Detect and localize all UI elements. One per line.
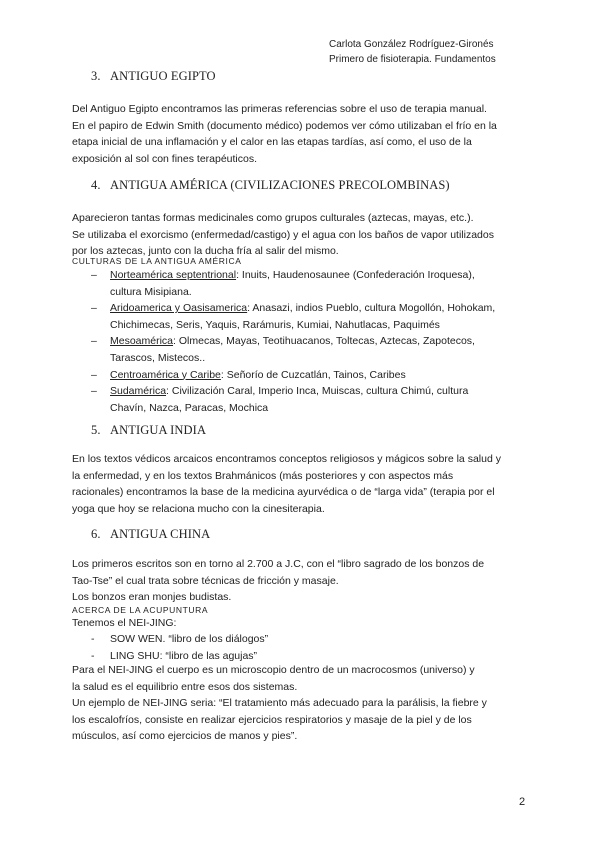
paragraph-line: etapa inicial de una inflamación y el calor en las etapas tardías, así como, el uso de la <box>72 136 472 149</box>
paragraph-line: Del Antiguo Egipto encontramos las primeras referencias sobre el uso de terapia manual. <box>72 103 487 115</box>
paragraph-line: músculos, así como ejercicios de manos y pies”. <box>72 730 298 743</box>
paragraph-line: Se utilizaba el exorcismo (enfermedad/castigo) y el agua con los baños de vapor utilizados <box>72 228 494 241</box>
list-item <box>91 300 495 333</box>
section-heading-4 <box>91 178 450 193</box>
list-item-term: Aridoamerica y Oasisamerica <box>110 302 248 315</box>
section-title: ANTIGUA AMÉRICA (CIVILIZACIONES PRECOLOMBINAS) <box>110 178 450 192</box>
paragraph-line: exposición al sol con fines terapéuticos. <box>72 152 258 165</box>
section-number: 3. <box>91 69 101 83</box>
paragraph-line: Los primeros escritos son en torno al 2.700 a J.C, con el “libro sagrado de los bonzos de <box>72 558 485 570</box>
dash-bullet-icon: – <box>91 269 97 281</box>
list-item-continuation: Chavín, Nazca, Paracas, Mochica <box>110 401 269 414</box>
list-item <box>91 333 495 366</box>
subheading-culturas: CULTURAS DE LA ANTIGUA AMÉRICA <box>72 256 242 266</box>
paragraph-line: En los textos védicos arcaicos encontramos conceptos religiosos y mágicos sobre la salud y <box>72 453 501 465</box>
paragraph-line: Aparecieron tantas formas medicinales como grupos culturales (aztecas, mayas, etc.). <box>72 212 474 224</box>
list-item <box>91 383 495 416</box>
section-number: 5. <box>91 423 101 437</box>
dash-bullet-icon: – <box>91 385 97 398</box>
subheading-acupuntura: ACERCA DE LA ACUPUNTURA <box>72 605 209 615</box>
list-item-term: Sudamérica <box>110 385 167 398</box>
dash-bullet-icon: - <box>91 633 95 645</box>
list-item <box>91 367 495 384</box>
paragraph-line: Para el NEI-JING el cuerpo es un microscopio dentro de un macrocosmos (universo) y <box>72 664 475 676</box>
section-title: ANTIGUA INDIA <box>110 423 207 437</box>
dash-bullet-icon: - <box>91 649 95 662</box>
section-body-6 <box>72 556 532 606</box>
paragraph-line: racionales) encontramos la base de la medicina ayurvédica o de “larga vida” (terapia por el <box>72 486 495 499</box>
dash-bullet-icon: – <box>91 302 97 315</box>
section-heading-5 <box>91 423 206 438</box>
section-body-5 <box>72 451 532 517</box>
section-number: 6. <box>91 527 101 541</box>
list-item-continuation: Chichimecas, Seris, Yaquis, Rarámuris, Kumiai, Nahutlacas, Paquimés <box>110 318 440 331</box>
list-item-text: : Olmecas, Mayas, Teotihuacanos, Toltecas, Aztecas, Zapotecos, <box>173 335 475 348</box>
list-item-text: LING SHU: “libro de las agujas” <box>110 649 258 662</box>
list-item <box>91 267 495 300</box>
section-body-4 <box>72 210 532 260</box>
paragraph-line: la enfermedad, y en los textos Brahmánicos (más posteriores y con aspectos más <box>72 469 454 482</box>
list-item-term: Centroamérica y Caribe <box>110 368 221 381</box>
paragraph-line: Tao-Tse” el cual trata sobre técnicas de fricción y masaje. <box>72 574 339 587</box>
list-item-text: : Inuits, Haudenosaunee (Confederación Iroquesa), <box>236 269 475 281</box>
section-heading-6 <box>91 527 210 542</box>
header-course: Primero de fisioterapia. Fundamentos <box>329 54 496 65</box>
section-heading-3 <box>91 69 216 84</box>
dash-bullet-icon: – <box>91 368 97 381</box>
section-body-3 <box>72 101 532 167</box>
paragraph-line: yoga que hoy se relaciona mucho con la cinesiterapia. <box>72 502 325 515</box>
header-author: Carlota González Rodríguez-Gironés <box>329 39 494 50</box>
section-title: ANTIGUO EGIPTO <box>110 69 216 83</box>
paragraph-line: Tenemos el NEI-JING: <box>72 617 177 629</box>
section-title: ANTIGUA CHINA <box>110 527 211 541</box>
paragraph-line: por los aztecas, junto con la ducha fría al salir del mismo. <box>72 245 339 258</box>
list-item-text: : Anasazi, indios Pueblo, cultura Mogollón, Hohokam, <box>247 302 496 315</box>
paragraph-line: Los bonzos eran monjes budistas. <box>72 591 232 604</box>
list-item-term: Norteamérica septentrional <box>110 269 237 281</box>
list-item-continuation: cultura Misipiana. <box>110 285 192 298</box>
paragraph-line: En el papiro de Edwin Smith (documento médico) podemos ver cómo utilizaban el frío en la <box>72 119 497 132</box>
acupuntura-intro <box>72 615 532 632</box>
paragraph-line: los escalofríos, consiste en realizar ejercicios respiratorios y masaje de la piel y de los <box>72 713 472 726</box>
nei-jing-list <box>91 631 268 664</box>
list-item-text: : Civilización Caral, Imperio Inca, Muiscas, cultura Chimú, cultura <box>166 385 469 398</box>
section-number: 4. <box>91 178 101 192</box>
list-item-text: : Señorío de Cuzcatlán, Tainos, Caribes <box>220 368 406 381</box>
list-item <box>91 631 268 648</box>
list-item-continuation: Tarascos, Mistecos.. <box>110 351 206 364</box>
section-body-6b <box>72 662 532 745</box>
page-header <box>329 37 496 67</box>
paragraph-line: Un ejemplo de NEI-JING seria: “El tratamiento más adecuado para la parálisis, la fiebre y <box>72 697 487 710</box>
paragraph-line: la salud es el equilibrio entre esos dos sistemas. <box>72 680 298 693</box>
list-item-term: Mesoamérica <box>110 335 174 348</box>
dash-bullet-icon: – <box>91 335 97 348</box>
page-number: 2 <box>519 796 526 808</box>
culturas-list <box>91 267 495 416</box>
list-item-text: SOW WEN. “libro de los diálogos” <box>110 633 269 645</box>
